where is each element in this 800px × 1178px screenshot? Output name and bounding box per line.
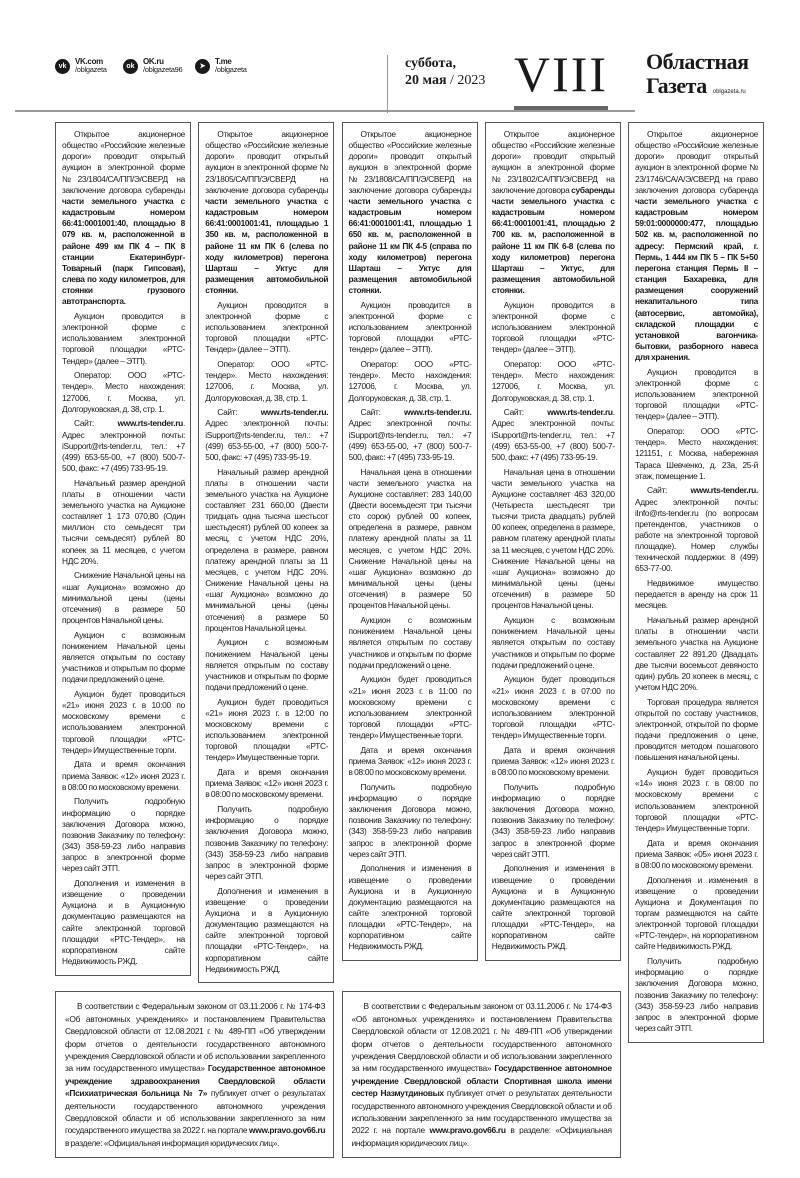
text: Аукцион будет проводиться «14» июня 2023 г. в 08:00 по московскому времени с использованием электронной торговой площадки «РТС-тендер» Имущественные торги. (635, 767, 758, 833)
paragraph (62, 570, 185, 626)
ok-icon: ok (123, 59, 138, 74)
bold-text: www.rts-tender.ru. (260, 407, 329, 418)
vk-icon: vk (55, 59, 70, 74)
social-handle: /oblgazeta96 (143, 65, 183, 74)
bold-text: www.rts-tender.ru (547, 407, 613, 418)
paragraph (492, 615, 615, 671)
paragraph (205, 804, 328, 882)
paragraph (62, 878, 185, 967)
paragraph (349, 615, 472, 671)
paragraph (62, 759, 185, 792)
text: Начальный размер арендной платы в отношении части земельного участка на Аукционе составляет 22 891,20 (Двадцать две тысячи восемьсот девяносто один) рубль 20 копеек в месяц, с учетом НДС 20%. (635, 615, 758, 692)
text: Аукцион проводится в электронной форме с использованием электронной торговой площадки «РТС-тендер» (далее – ЭТП). (348, 299, 472, 355)
auction-notice-4 (485, 122, 621, 961)
text: Аукцион проводится в электронной форме с использованием электронной торговой площадки «РТС-Тендер» (далее – ЭТП). (205, 299, 329, 355)
paragraph (492, 407, 615, 463)
text: Аукцион проводится в электронной форме с использованием электронной торговой площадки «РТС-тендер» (далее – ЭТП). (491, 299, 615, 355)
bold-text: Государственное автономное учреждение Свердловской области Спортивная школа имени сестер Назмутдиновых (351, 1063, 612, 1099)
text: Дополнения и изменения в извещение о проведении Аукциона и в Аукционную документацию размещаются на сайте электронной торговой площадки «РТС-Тендер», на корпоративном сайте Недвижимость РЖД. (205, 885, 329, 974)
brand-line1: Областная (646, 49, 749, 74)
text: Начальный размер арендной платы в отношении части земельного участка на Аукционе составляет 1 173 070,80 (Один миллион сто семьдесят три тысячи семьдесят) рублей 80 копеек за 11 месяцев, с учетом НДС 20%. (62, 477, 185, 566)
paragraph (492, 359, 615, 404)
text: Оператор: ООО «РТС-тендер». Место нахождения: 127006, г. Москва, ул. Долгоруковская, д. 38, стр. 1. (348, 359, 472, 403)
auction-notice-2 (198, 122, 334, 983)
paragraph (349, 359, 472, 404)
text: Дата и время окончания приема Заявок: «12» июня 2023 г. в 08:00 по московскому времени. (491, 744, 615, 778)
bold-text: www.rts-tender.ru (117, 418, 183, 429)
social-name: T.me (215, 57, 232, 66)
text: Оператор: ООО «РТС-тендер». Место нахождения: 127006, г. Москва, ул. Долгоруковская, д. 38, стр. 1. (62, 370, 185, 414)
paragraph (635, 956, 758, 1034)
bold-text: части земельного участка с кадастровым номером 66:41:0001001:41, площадью 1 350 кв. м, расположенной в районе 11 км ПК 6 (слева по ходу километров) перегона Шарташ – Уктус для размещения автомобильной стоянки. (205, 195, 329, 296)
text: в разделе: «Официальная информация юридических лиц». (65, 1137, 280, 1148)
weekday: суббота, (405, 56, 457, 71)
text: Дополнения и изменения в извещение о проведении Аукциона и в Аукционную документацию размещаются на сайте электронной торговой площадки «РТС-Тендер», на корпоративном сайте Недвижимость РЖД. (348, 863, 472, 952)
bold-text: www.rts-tender.ru. (403, 407, 472, 418)
text: Открытое акционерное общество «Российские железные дороги» проводит открытый аукцион в электронной форме №23/1808/СА/ПП/Э/СВЕРД на заключение договора субаренды (348, 129, 472, 195)
text: Оператор: ООО «РТС-тендер». Место нахождения: 127006, г. Москва, ул. Долгоруковская, д. 38, стр. 1. (205, 359, 329, 403)
text: Аукцион с возможным понижением Начальной цены является открытым по составу участников и открытым по форме подачи предложений о цене. (205, 637, 329, 692)
text: Открытое акционерное общество «Российские железные дороги» проводит открытый аукцион в электронной форме №23/1804/СА/ПП/Э/СВЕРД на заключение договора субаренды (62, 129, 185, 195)
page-header (0, 0, 800, 120)
text: Аукцион проводится в электронной форме с использованием электронной торговой площадки «РТС-тендер» (далее – ЭТП). (635, 366, 758, 422)
text: Аукцион будет проводиться «21» июня 2023 г. в 11:00 по московскому времени с использованием электронной торговой площадки «РТС-тендер» Имущественные торги. (348, 674, 472, 741)
paragraph (62, 311, 185, 367)
social-ok[interactable] (123, 58, 182, 74)
report-notice-2 (342, 991, 621, 1157)
text: в разделе: «Официальная информация юридических лиц». (351, 1125, 612, 1148)
paragraph (205, 359, 328, 404)
page-number: VIII (513, 46, 609, 102)
social-name: OK.ru (143, 57, 164, 66)
social-name: VK.com (75, 57, 103, 66)
paragraph (349, 782, 472, 860)
auction-notice-1 (55, 122, 191, 976)
telegram-icon: ➤ (195, 59, 210, 74)
report-notice-1 (55, 991, 334, 1157)
text: Получить подробную информацию о порядке заключения Договора можно, позвонив Заказчику по телефону: (343) 358-59-23 либо направив запрос в электронной форме через сайт ЭТП. (205, 804, 329, 881)
bold-text: Государственное автономное учреждение здравоохранения Свердловской области «Психиатрическая больница № 7» (65, 1063, 326, 1099)
text: Получить подробную информацию о порядке заключения Договора можно, позвонив Заказчику по телефону: (343) 358-59-23 либо направив запрос в электронной форме через сайт ЭТП. (62, 796, 185, 874)
text: Дата и время окончания приема Заявок: «12» июня 2023 г. в 08:00 по московскому времени. (205, 767, 329, 800)
newspaper-logo (646, 50, 749, 104)
auction-notice-5 (628, 122, 764, 1043)
text: Открытое акционерное общество «Российские железные дороги» проводит открытый аукцион в электронной форме №23/1802/СА/ПП/Э/СВЕРД на заключение договора (491, 129, 615, 195)
text: Сайт: (217, 407, 261, 418)
paragraph (205, 467, 328, 634)
paragraph (492, 782, 615, 860)
paragraph (205, 300, 328, 356)
paragraph (65, 1000, 325, 1149)
notices-grid (55, 122, 764, 1158)
text: Адрес электронной почты: iSupport@rts-tender.ru, тел.: +7 (499) 653-55-00, +7 (800) 500-7-500, факс: +7 (495) 733-95-19. (205, 418, 329, 462)
paragraph (349, 407, 472, 463)
text: Открытое акционерное общество «Российские железные дороги» проводит открытый аукцион в электронной форме № 23/1805/СА/ПП/Э/СВЕРД на заключение договора субаренды (205, 129, 329, 195)
paragraph (349, 129, 472, 296)
paragraph (62, 129, 185, 308)
bold-text: www.pravo.gov66.ru (429, 1125, 506, 1136)
brand-line2: Газета (646, 73, 707, 98)
paragraph (352, 1000, 612, 1149)
paragraph (349, 300, 472, 356)
social-handle: /oblgazeta (215, 65, 247, 74)
paragraph (492, 467, 615, 612)
text: Дата и время окончания приема Заявок: «05» июня 2023 г. в 08:00 по московскому времени. (635, 837, 758, 870)
text: Адрес электронной почты: iInfo@rts-tender.ru (по вопросам претендентов, участников о работе на электронной торговой площадке). Номер службы технической поддержки: 8 (499) 653-77-00. (635, 496, 758, 574)
paragraph (492, 674, 615, 741)
paragraph (205, 886, 328, 975)
text: Аукцион проводится в электронной форме с использованием электронной торговой площадки «РТС-Тендер» (далее – ЭТП). (62, 311, 185, 366)
text: Аукцион с возможным понижением Начальной цены является открытым по составу участников и открытым по форме подачи предложений о цене. (491, 615, 615, 670)
paragraph (62, 370, 185, 415)
text: Оператор: ООО «РТС-тендер». Место нахождения: 127006, г. Москва, ул. Долгоруковская, д. 38, стр. 1. (491, 359, 615, 403)
text: Получить подробную информацию о порядке заключения Договора можно, позвонив Заказчику по телефону: (343) 358-59-23 либо направив запрос в электронной форме через сайт ЭТП. (348, 781, 472, 859)
paragraph (635, 767, 758, 834)
text: Открытое акционерное общество «Российские железные дороги» проводит открытый аукцион в электронной форме № 23/1746/СА/А/Э/СВЕРД на право заключения договора субаренда (635, 129, 758, 195)
paragraph (62, 630, 185, 686)
paragraph (635, 578, 758, 611)
brand-url: oblgazeta.ru (712, 89, 746, 95)
bold-text: www.pravo.gov66.ru (249, 1125, 326, 1136)
text: Дополнения и изменения в извещение о проведении Аукциона и Документация по торгам размещаются на сайте электронной торговой площадки «РТС-тендер», на корпоративном сайте Недвижимость РЖД. (635, 874, 758, 952)
bold-text: www.rts-tender.ru. (690, 485, 758, 496)
paragraph (492, 300, 615, 356)
text: В соответствии с Федеральным законом от 03.11.2006 г. № 174-ФЗ «Об автономных учреждениях» и постановлением Правительства Свердловской области от 12.08.2021 г. № 489-ПП «Об утверждении форм отчетов о деятельности государственного автономного учреждения Свердловской области и об использовании закрепленного за ним государственного имущества» (351, 1001, 612, 1074)
text: Получить подробную информацию о порядке заключения Договора можно, позвонив Заказчику по телефону: (343) 358-59-23 либо направив запрос в электронной форме через сайт ЭТП. (491, 781, 615, 859)
bold-text: части земельного участка с кадастровым номером 66:41:0001001:40, площадью 8 079 кв. м, расположенной в районе 499 км ПК 4 – ПК 8 станции Екатеринбург-Товарный (парк Гипсовая), слева по ходу километров, для стоянки грузового автотранспорта. (62, 195, 185, 307)
text: Сайт: (360, 407, 404, 418)
paragraph (205, 637, 328, 693)
paragraph (635, 875, 758, 953)
paragraph (492, 745, 615, 778)
text: Аукцион будет проводиться «21» июня 2023 г. в 12:00 по московскому времени с использованием электронной торговой площадки «РТС-тендер» Имущественные торги. (205, 696, 329, 763)
date-day: 20 мая (405, 73, 447, 88)
bold-text: части земельного участка с кадастровым номером 66:41:0001001:41, площадью 1 650 кв. м, расположенной в районе 11 км ПК 4-5 (справа по ходу километров) перегона Шарташ – Уктус для размещения автомобильной стоянки. (348, 195, 472, 296)
social-handle: /oblgazeta (75, 65, 107, 74)
paragraph (492, 863, 615, 952)
paragraph (205, 129, 328, 296)
text: В соответствии с Федеральным законом от 03.11.2006 г. № 174-ФЗ «Об автономных учреждениях» и постановлением Правительства Свердловской области от 12.08.2021 г. № 489-ПП «Об утверждении форм отчетов о деятельности государственного автономного учреждения Свердловской области и об использовании закрепленного за ним государственного имущества» (65, 1001, 326, 1074)
text: Аукцион будет проводиться «21» июня 2023 г. в 10:00 по московскому времени с использованием электронной торговой площадки «РТС-тендер» Имущественные торги. (62, 689, 185, 755)
paragraph (635, 367, 758, 423)
text: Снижение Начальной цены на «шаг Аукциона» возможно до минимальной цены (цены отсечения) в размере 50 процентов Начальной цены. (62, 570, 185, 626)
bold-text: субаренды части земельного участка с кадастровым номером 66:41:0001001:41, площадью 2 700 кв. м, расположенной в районе 11 км ПК 6-8 (слева по ходу километров) перегона Шарташ – Уктус, для размещения автомобильной стоянки. (491, 184, 615, 296)
text: . Адрес электронной почты: iSupport@rts-tender.ru, тел.: +7 (499) 653-55-00, +7 (800) 500-7-500, факс: +7 (495) 733-95-19. (491, 407, 615, 462)
paragraph (635, 615, 758, 693)
paragraph (349, 674, 472, 741)
text: Аукцион с возможным понижением Начальной цены является открытым по составу участников и открытым по форме подачи предложений о цене. (348, 615, 472, 670)
paragraph (635, 838, 758, 871)
text: Торговая процедура является открытой по составу участников, электронной, открытой по форме подачи предложения о цене, проводится методом пошагового повышения начальной цены. (635, 696, 758, 763)
auction-notice-3 (342, 122, 478, 961)
text: публикует отчет о результатах деятельности государственного автономного учреждения Свердловской области и об использовании закрепленного за ним государственного имущества за 2022 г. на портале (351, 1088, 612, 1136)
paragraph (62, 689, 185, 756)
paragraph (635, 485, 758, 574)
social-vk[interactable] (55, 58, 107, 74)
date-year: / 2023 (450, 73, 486, 88)
text: Недвижимое имущество передается в аренду на срок 11 месяцев. (635, 578, 758, 611)
paragraph (62, 418, 185, 474)
paragraph (349, 745, 472, 778)
text: Сайт: (647, 485, 691, 496)
text: Начальная цена в отношении части земельного участка на Аукционе составляет: 283 140,00 (Двести восемьдесят три тысячи сто сорок) рублей 00 копеек, определена в размере, равном платежу арендной платы за 11 месяцев, с учетом НДС 20%. Снижение Начальной цены на «шаг Аукциона» возможно до минимальной цены (цены отсечения) в размере 50 процентов Начальной цены. (348, 466, 472, 611)
paragraph (492, 129, 615, 296)
text: Начальная цена в отношении части земельного участка на Аукционе составляет 463 320,00 (Четыреста шестьдесят три тысячи триста двадцать) рублей 00 копеек, определена в размере, равном платежу арендной платы за 11 месяцев, с учетом НДС 20%. Снижение Начальной цены на «шаг Аукциона» возможно до минимальной цены (цены отсечения) в размере 50 процентов Начальной цены. (491, 466, 615, 611)
paragraph (205, 767, 328, 800)
text: публикует отчет о результатах деятельности государственного автономного учреждения Свердловской области и об использовании закрепленного за ним государственного имущества за 2022 г. на портале (65, 1088, 326, 1136)
text: Оператор: ООО «РТС-тендер». Место нахождения: 121151, г. Москва, набережная Тараса Шевченко, д. 23а, 25-й этаж, помещение 1. (635, 426, 758, 481)
text: Дополнения и изменения в извещение о проведении Аукциона и в Аукционную документацию размещаются на сайте электронной торговой площадки «РТС-Тендер», на корпоративном сайте Недвижимость РЖД. (62, 878, 185, 967)
header-divider (387, 55, 388, 113)
paragraph (62, 478, 185, 567)
text: Адрес электронной почты: iSupport@rts-tender.ru, тел.: +7 (499) 653-55-00, +7 (800) 500-7-500, факс: +7 (495) 733-95-19. (348, 418, 472, 462)
text: Аукцион с возможным понижением Начальной цены является открытым по составу участников и открытым по форме подачи предложений о цене. (62, 629, 185, 685)
text: Дата и время окончания приема Заявок: «12» июня 2023 г. в 08:00 по московскому времени. (348, 744, 472, 778)
text: Сайт: (74, 418, 118, 429)
paragraph (349, 467, 472, 612)
paragraph (349, 863, 472, 952)
text: Дополнения и изменения в извещение о проведении Аукциона и в Аукционную документацию размещаются на сайте электронной торговой площадки «РТС-Тендер», на корпоративном сайте Недвижимость РЖД. (491, 863, 615, 952)
text: . Адрес электронной почты: iSupport@rts-tender.ru, тел.: +7 (499) 653-55-00, +7 (800) 500-7-500, факс: +7 (495) 733-95-19. (62, 418, 185, 474)
paragraph (635, 426, 758, 482)
social-telegram[interactable] (195, 58, 247, 74)
issue-date (405, 55, 485, 89)
paragraph (205, 697, 328, 764)
text: Получить подробную информацию о порядке заключения Договора можно, позвонив Заказчику по телефону: (343) 358-59-23 либо направив запрос в электронной форме через сайт ЭТП. (635, 956, 758, 1034)
text: Начальный размер арендной платы в отношении части земельного участка на Аукционе составляет 231 660,00 (Двести тридцать одна тысяча шестьсот шестьдесят) рублей 00 копеек за месяц, с учетом НДС 20%, определена в размере, равном платежу арендной платы за 11 месяцев, с учетом НДС 20%. Снижение Начальной цены на «шаг Аукциона» возможно до минимальной цены (цены отсечения) в размере 50 процентов Начальной цены. (205, 466, 329, 633)
header-rule (15, 110, 635, 112)
paragraph (635, 129, 758, 363)
bold-text: части земельного участка с кадастровым номером 59:01:0000000:477, площадью 502 кв. м, расположенной по адресу: Пермский край, г. Пермь, 1 444 км ПК 5 – ПК 5+50 перегона станция Пермь II – станция Бахаревка, для размещения сооружений некапитального типа (автосервис, автомойка), складской площадки с установкой вагончика-бытовки, разборного навеса для хранения. (635, 195, 758, 363)
text: Аукцион будет проводиться «21» июня 2023 г. в 07:00 по московскому времени с использованием электронной торговой площадки «РТС-тендер» Имущественные торги. (491, 674, 615, 741)
paragraph (635, 697, 758, 764)
paragraph (62, 796, 185, 874)
paragraph (205, 407, 328, 463)
text: Сайт: (503, 407, 548, 418)
text: Дата и время окончания приема Заявок: «12» июня 2023 г. в 08:00 по московскому времени. (62, 759, 185, 792)
